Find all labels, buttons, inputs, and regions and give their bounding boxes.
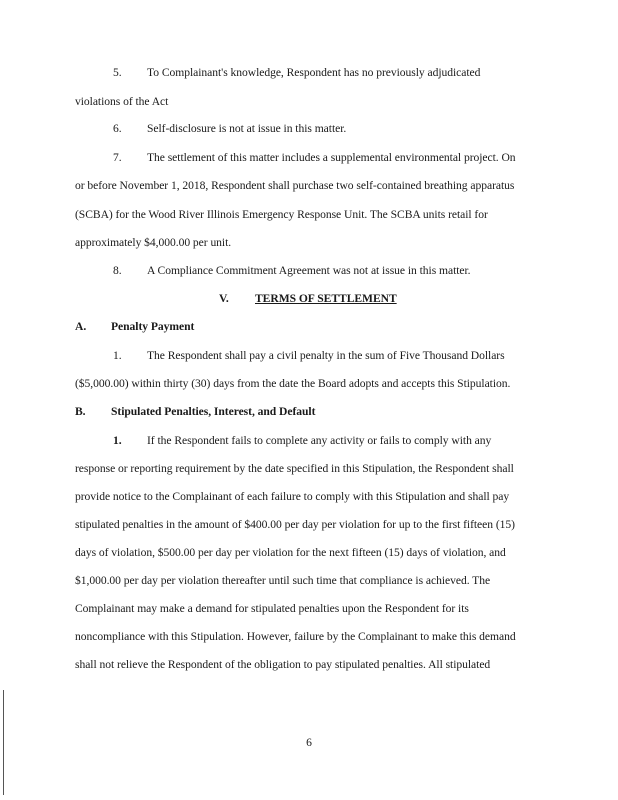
section-b-line: response or reporting requirement by the date specified in this Stipulation, the Respondent shall bbox=[75, 462, 514, 475]
section-b-line: stipulated penalties in the amount of $400.00 per day per violation for up to the first fifteen (15) bbox=[75, 518, 515, 531]
section-b-line: shall not relieve the Respondent of the obligation to pay stipulated penalties. All stipulated bbox=[75, 658, 491, 671]
page-number: 6 bbox=[306, 736, 312, 749]
section-b-line: Complainant may make a demand for stipulated penalties upon the Respondent for its bbox=[75, 602, 469, 615]
section-v-number: V. bbox=[219, 292, 229, 305]
section-b-p1-number: 1. bbox=[113, 434, 122, 447]
section-b-line: noncompliance with this Stipulation. However, failure by the Complainant to make this demand bbox=[75, 630, 516, 643]
section-b-line: days of violation, $500.00 per day per violation for the next fifteen (15) days of violation, and bbox=[75, 546, 506, 559]
item-6-text: Self-disclosure is not at issue in this matter. bbox=[147, 122, 347, 135]
section-b-title: Stipulated Penalties, Interest, and Default bbox=[111, 405, 316, 418]
item-5-number: 5. bbox=[113, 66, 122, 79]
section-a-title: Penalty Payment bbox=[111, 320, 195, 333]
section-a-p1-number: 1. bbox=[113, 349, 122, 362]
section-b-line: $1,000.00 per day per violation thereafter until such time that compliance is achieved. The bbox=[75, 574, 491, 587]
item-8-text: A Compliance Commitment Agreement was not at issue in this matter. bbox=[147, 264, 471, 277]
section-b-line: If the Respondent fails to complete any activity or fails to comply with any bbox=[147, 434, 492, 447]
item-7-text-line1: The settlement of this matter includes a supplemental environmental project. On bbox=[147, 151, 516, 164]
section-b-line: provide notice to the Complainant of each failure to comply with this Stipulation and shall pay bbox=[75, 490, 510, 503]
item-7-number: 7. bbox=[113, 151, 122, 164]
item-7-text-line3: (SCBA) for the Wood River Illinois Emergency Response Unit. The SCBA units retail for bbox=[75, 208, 488, 221]
section-a-p1-line1: The Respondent shall pay a civil penalty in the sum of Five Thousand Dollars bbox=[147, 349, 505, 362]
item-5-text-line2: violations of the Act bbox=[75, 95, 169, 108]
section-a-letter: A. bbox=[75, 320, 87, 333]
section-b-letter: B. bbox=[75, 405, 86, 418]
item-7-text-line2: or before November 1, 2018, Respondent shall purchase two self-contained breathing apparatus bbox=[75, 179, 515, 192]
section-a-p1-line2: ($5,000.00) within thirty (30) days from the date the Board adopts and accepts this Stipulation. bbox=[75, 377, 511, 390]
section-v-title: TERMS OF SETTLEMENT bbox=[255, 292, 397, 305]
item-6-number: 6. bbox=[113, 122, 122, 135]
item-8-number: 8. bbox=[113, 264, 122, 277]
item-7-text-line4: approximately $4,000.00 per unit. bbox=[75, 236, 232, 249]
item-5-text-line1: To Complainant's knowledge, Respondent has no previously adjudicated bbox=[147, 66, 481, 79]
